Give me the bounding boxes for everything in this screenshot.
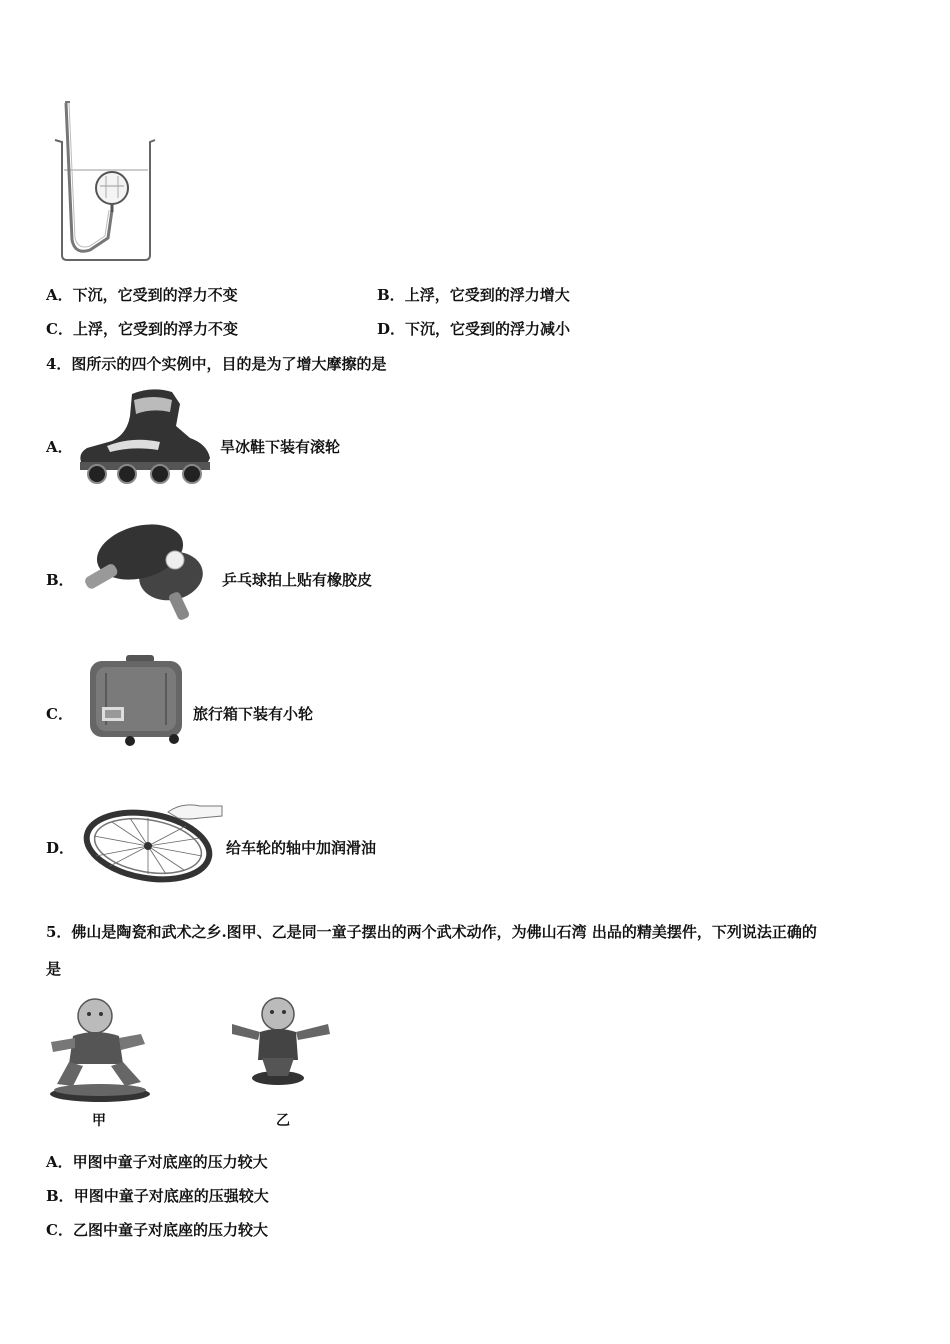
ping-pong-paddles-image xyxy=(78,518,208,622)
option-text: 下沉，它受到的浮力不变 xyxy=(72,286,238,304)
q4-option-d-text: 给车轮的轴中加润滑油 xyxy=(226,839,377,857)
q4-option-d-letter: D． xyxy=(46,839,75,857)
q4-option-a-text: 旱冰鞋下装有滚轮 xyxy=(220,438,341,456)
option-letter: C． xyxy=(46,320,73,338)
figure-yi-image xyxy=(228,994,333,1088)
figure-jia-image xyxy=(45,994,155,1106)
q4-option-b-letter: B． xyxy=(46,571,74,589)
option-letter: C． xyxy=(46,1221,73,1239)
q4-option-a-letter: A． xyxy=(46,438,73,456)
q3-option-d xyxy=(377,319,570,339)
q4-option-c-letter: C． xyxy=(46,705,73,723)
q3-option-a xyxy=(46,285,238,305)
option-letter: A． xyxy=(46,286,73,304)
option-letter: A． xyxy=(46,1153,73,1171)
beaker-figure xyxy=(50,100,160,265)
q5-option-c xyxy=(46,1220,268,1240)
q5-question-line1: 5．佛山是陶瓷和武术之乡.图甲、乙是同一童子摆出的两个武术动作，为佛山石湾 出品的精美摆件，下列说法正确的 xyxy=(46,923,817,941)
q4-option-b-text: 乒乓球拍上贴有橡胶皮 xyxy=(222,571,373,589)
option-letter: B． xyxy=(46,1187,74,1205)
q3-option-b xyxy=(377,285,570,305)
bicycle-wheel-image xyxy=(82,798,227,884)
suitcase-image xyxy=(86,655,186,747)
roller-skate-image xyxy=(72,386,217,486)
option-text: 上浮，它受到的浮力不变 xyxy=(72,320,238,338)
q4-question: 4．图所示的四个实例中，目的是为了增大摩擦的是 xyxy=(46,355,387,373)
q5-option-a xyxy=(46,1152,268,1172)
option-text: 甲图中童子对底座的压强较大 xyxy=(73,1187,269,1205)
option-letter: D． xyxy=(377,320,406,338)
q5-option-b xyxy=(46,1186,269,1206)
q3-option-c xyxy=(46,319,238,339)
option-text: 上浮，它受到的浮力增大 xyxy=(404,286,570,304)
figure-label-yi: 乙 xyxy=(276,1113,290,1129)
q5-question-line2: 是 xyxy=(46,960,62,978)
option-text: 下沉，它受到的浮力减小 xyxy=(405,320,571,338)
figure-label-jia: 甲 xyxy=(92,1113,106,1129)
option-text: 乙图中童子对底座的压力较大 xyxy=(72,1221,268,1239)
q4-option-c-text: 旅行箱下装有小轮 xyxy=(193,705,314,723)
option-letter: B． xyxy=(377,286,405,304)
option-text: 甲图中童子对底座的压力较大 xyxy=(72,1153,268,1171)
